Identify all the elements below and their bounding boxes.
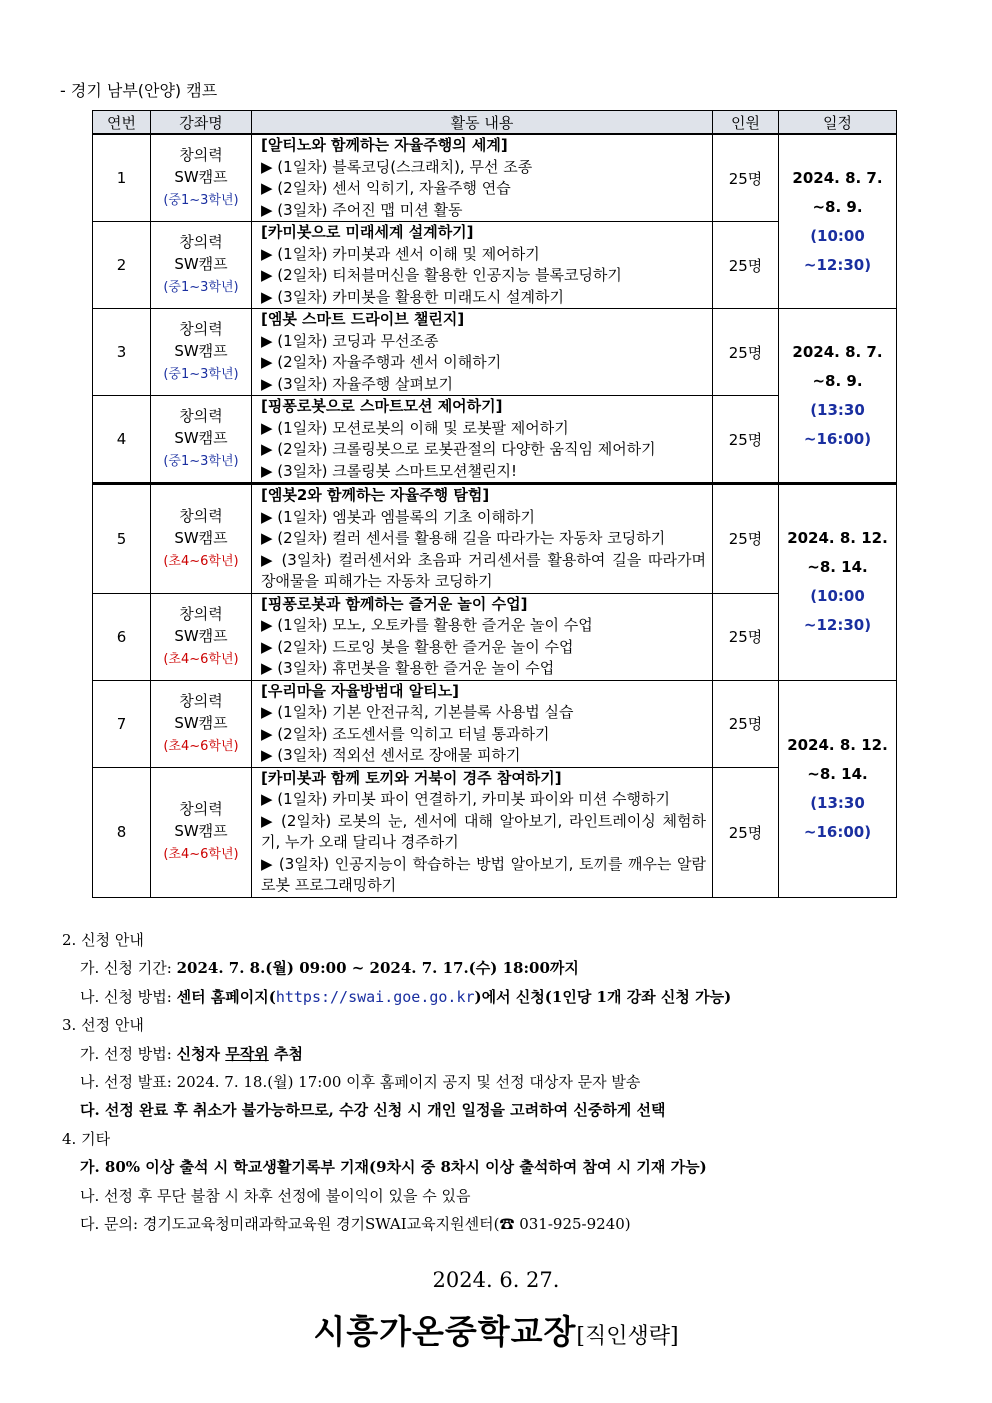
row-number: 2 [93, 222, 151, 309]
activity-cell [252, 680, 713, 767]
table-row [93, 767, 897, 897]
table-header-row [93, 111, 897, 135]
table-row [93, 593, 897, 680]
row-number: 7 [93, 680, 151, 767]
table-row [93, 134, 897, 222]
schedule-end: ~8. 9. [812, 197, 863, 216]
row-number: 6 [93, 593, 151, 680]
activity-line: ▶ (3일차) 휴먼봇을 활용한 즐거운 놀이 수업 [261, 659, 555, 677]
header-activity: 활동 내용 [252, 111, 713, 135]
table-row [93, 680, 897, 767]
row-number: 3 [93, 309, 151, 396]
apply-period: 가. 신청 기간: 2024. 7. 8.(월) 09:00 ~ 2024. 7. 17.(수) 18:00까지 [80, 959, 579, 978]
activity-line: ▶ (2일차) 컬러 센서를 활용해 길을 따라가는 자동차 코딩하기 [261, 529, 666, 547]
selection-announcement: 나. 선정 발표: 2024. 7. 18.(월) 17:00 이후 홈페이지 공지 및 선정 대상자 문자 발송 [80, 1073, 641, 1092]
schedule-date: 2024. 8. 7. [792, 342, 883, 361]
schedule-end: ~8. 14. [807, 558, 868, 577]
course-name: SW캠프 [174, 255, 228, 273]
activity-line: ▶ (3일차) 인공지능이 학습하는 방법 알아보기, 토끼를 깨우는 알람로봇 프로그래밍하기 [261, 854, 706, 894]
signature-block [0, 1306, 992, 1353]
activity-line: ▶ (1일차) 모션로봇의 이해 및 로봇팔 제어하기 [261, 418, 569, 437]
activity-title: [알티노와 함께하는 자율주행의 세계] [261, 136, 508, 154]
activity-cell [252, 134, 713, 222]
schedule-time: (10:00 [810, 226, 865, 245]
people-cell: 25명 [713, 222, 779, 309]
section-etc-heading: 4. 기타 [62, 1129, 111, 1148]
absence-note: 나. 선정 후 무단 불참 시 차후 선정에 불이익이 있을 수 있음 [80, 1186, 471, 1205]
activity-line: ▶ (2일차) 드로잉 봇을 활용한 즐거운 놀이 수업 [261, 637, 574, 656]
course-name: 창의력 [179, 233, 223, 251]
schedule-end: ~8. 9. [812, 371, 863, 390]
seal-note: [직인생략] [576, 1324, 679, 1349]
course-name: 창의력 [179, 320, 223, 338]
course-cell [151, 134, 252, 222]
schedule-date: 2024. 8. 7. [792, 168, 883, 187]
table-row [93, 396, 897, 484]
row-number: 4 [93, 396, 151, 484]
schedule-cell [779, 134, 897, 309]
course-name: 창의력 [179, 604, 223, 623]
table-row [93, 309, 897, 396]
header-people: 인원 [713, 111, 779, 135]
grade-label: (중1~3학년) [163, 280, 239, 295]
activity-line: ▶ (3일차) 크롤링봇 스마트모션챌린지! [261, 461, 517, 480]
activity-line: ▶ (3일차) 적외선 센서로 장애물 피하기 [261, 746, 521, 764]
grade-label: (초4~6학년) [163, 651, 239, 667]
activity-line: ▶ (3일차) 자율주행 살펴보기 [261, 374, 453, 393]
schedule-time: (13:30 [810, 793, 865, 812]
people-cell: 25명 [713, 309, 779, 396]
course-cell [151, 396, 252, 484]
people-cell: 25명 [713, 680, 779, 767]
activity-line: ▶ (3일차) 컬러센서와 초음파 거리센서를 활용하여 길을 따라가며 장애물을 피해가는 자동차 코딩하기 [261, 550, 706, 590]
header-schedule: 일정 [779, 111, 897, 135]
row-number: 1 [93, 134, 151, 222]
course-cell [151, 484, 252, 594]
activity-title: [엠봇2와 함께하는 자율주행 탐험] [261, 486, 490, 504]
row-number: 8 [93, 767, 151, 897]
activity-line: ▶ (2일차) 자율주행과 센서 이해하기 [261, 353, 502, 371]
grade-label: (초4~6학년) [163, 738, 239, 754]
attendance-note: 가. 80% 이상 출석 시 학교생활기록부 기재(9차시 중 8차시 이상 출석하여 참여 시 기재 가능) [80, 1158, 707, 1177]
schedule-date: 2024. 8. 12. [787, 735, 888, 754]
apply-method: 나. 신청 방법: 센터 홈페이지(https://swai.goe.go.kr)에서 신청(1인당 1개 강좌 신청 가능) [80, 987, 732, 1006]
activity-line: ▶ (2일차) 티처블머신을 활용한 인공지능 블록코딩하기 [261, 266, 622, 284]
selection-method: 가. 선정 방법: 신청자 무작위 추첨 [80, 1044, 303, 1063]
cancellation-warning: 다. 선정 완료 후 취소가 불가능하므로, 수강 신청 시 개인 일정을 고려하여 신중하게 선택 [80, 1101, 666, 1120]
grade-label: (중1~3학년) [163, 454, 239, 469]
activity-title: [핑퐁로봇과 함께하는 즐거운 놀이 수업] [261, 594, 528, 613]
schedule-time: (10:00 [810, 587, 865, 606]
activity-line: ▶ (1일차) 카미봇 파이 연결하기, 카미봇 파이와 미션 수행하기 [261, 790, 670, 808]
document-date: 2024. 6. 27. [432, 1268, 560, 1292]
schedule-cell [779, 484, 897, 681]
notice-section [62, 926, 922, 1238]
people-cell: 25명 [713, 484, 779, 594]
activity-title: [핑퐁로봇으로 스마트모션 제어하기] [261, 397, 503, 415]
activity-cell [252, 396, 713, 484]
grade-label: (초4~6학년) [163, 553, 239, 569]
schedule-time-end: ~16:00) [803, 429, 872, 448]
course-name: 창의력 [179, 146, 223, 164]
activity-cell [252, 767, 713, 897]
header-course: 강좌명 [151, 111, 252, 135]
course-name: SW캠프 [174, 822, 228, 840]
section-selection-heading: 3. 선정 안내 [62, 1016, 144, 1035]
activity-line: ▶ (3일차) 카미봇을 활용한 미래도시 설계하기 [261, 287, 564, 306]
section-title: - 경기 남부(안양) 캠프 [60, 81, 218, 100]
table-row [93, 222, 897, 309]
activity-line: ▶ (1일차) 엠봇과 엠블록의 기초 이해하기 [261, 507, 535, 526]
schedule-time-end: ~16:00) [803, 822, 872, 841]
activity-line: ▶ (1일차) 카미봇과 센서 이해 및 제어하기 [261, 244, 540, 263]
activity-cell [252, 484, 713, 594]
schedule-cell [779, 680, 897, 897]
activity-cell [252, 309, 713, 396]
row-number: 5 [93, 484, 151, 594]
course-cell [151, 767, 252, 897]
course-cell [151, 593, 252, 680]
people-cell: 25명 [713, 767, 779, 897]
homepage-link[interactable]: https://swai.goe.go.kr [275, 987, 475, 1006]
grade-label: (초4~6학년) [163, 847, 239, 862]
activity-line: ▶ (2일차) 크롤링봇으로 로봇관절의 다양한 움직임 제어하기 [261, 440, 656, 458]
course-name: 창의력 [179, 691, 223, 710]
activity-line: ▶ (1일차) 코딩과 무선조종 [261, 331, 439, 350]
contact-info: 다. 문의: 경기도교육청미래과학교육원 경기SWAI교육지원센터(☎ 031-925-9240) [80, 1215, 631, 1234]
course-cell [151, 309, 252, 396]
activity-line: ▶ (1일차) 블록코딩(스크래치), 무선 조종 [261, 157, 533, 176]
activity-line: ▶ (2일차) 조도센서를 익히고 터널 통과하기 [261, 724, 550, 743]
course-name: 창의력 [179, 506, 223, 525]
header-no: 연번 [93, 111, 151, 135]
people-cell: 25명 [713, 593, 779, 680]
activity-line: ▶ (2일차) 센서 익히기, 자율주행 연습 [261, 179, 511, 197]
course-cell [151, 680, 252, 767]
course-cell [151, 222, 252, 309]
camp-table [92, 110, 897, 898]
activity-title: [우리마을 자율방범대 알티노] [261, 681, 460, 700]
grade-label: (중1~3학년) [163, 367, 239, 382]
signer-name: 시흥가온중학교장 [313, 1312, 577, 1351]
activity-cell [252, 222, 713, 309]
course-name: SW캠프 [174, 626, 228, 645]
people-cell: 25명 [713, 396, 779, 484]
course-name: SW캠프 [174, 528, 228, 547]
activity-title: [엠봇 스마트 드라이브 챌린지] [261, 310, 465, 328]
course-name: 창의력 [179, 800, 223, 818]
course-name: SW캠프 [174, 342, 228, 360]
activity-line: ▶ (2일차) 로봇의 눈, 센서에 대해 알아보기, 라인트레이싱 체험하기, 누가 오래 달리나 경주하기 [261, 811, 706, 851]
schedule-date: 2024. 8. 12. [787, 529, 888, 548]
schedule-cell [779, 309, 897, 484]
activity-title: [카미봇과 함께 토끼와 거북이 경주 참여하기] [261, 768, 562, 787]
table-row [93, 484, 897, 594]
activity-line: ▶ (3일차) 주어진 맵 미션 활동 [261, 200, 463, 219]
people-cell: 25명 [713, 134, 779, 222]
grade-label: (중1~3학년) [163, 193, 239, 208]
course-name: SW캠프 [174, 429, 228, 447]
schedule-time-end: ~12:30) [803, 616, 872, 635]
course-name: SW캠프 [174, 713, 228, 732]
activity-cell [252, 593, 713, 680]
activity-title: [카미봇으로 미래세계 설계하기] [261, 223, 474, 241]
activity-line: ▶ (1일차) 모노, 오토카를 활용한 즐거운 놀이 수업 [261, 616, 593, 634]
course-name: 창의력 [179, 407, 223, 425]
course-name: SW캠프 [174, 168, 228, 186]
schedule-time: (13:30 [810, 400, 865, 419]
activity-line: ▶ (1일차) 기본 안전규칙, 기본블록 사용법 실습 [261, 703, 574, 721]
section-apply-heading: 2. 신청 안내 [62, 931, 144, 949]
schedule-time-end: ~12:30) [803, 255, 872, 274]
schedule-end: ~8. 14. [807, 764, 868, 783]
